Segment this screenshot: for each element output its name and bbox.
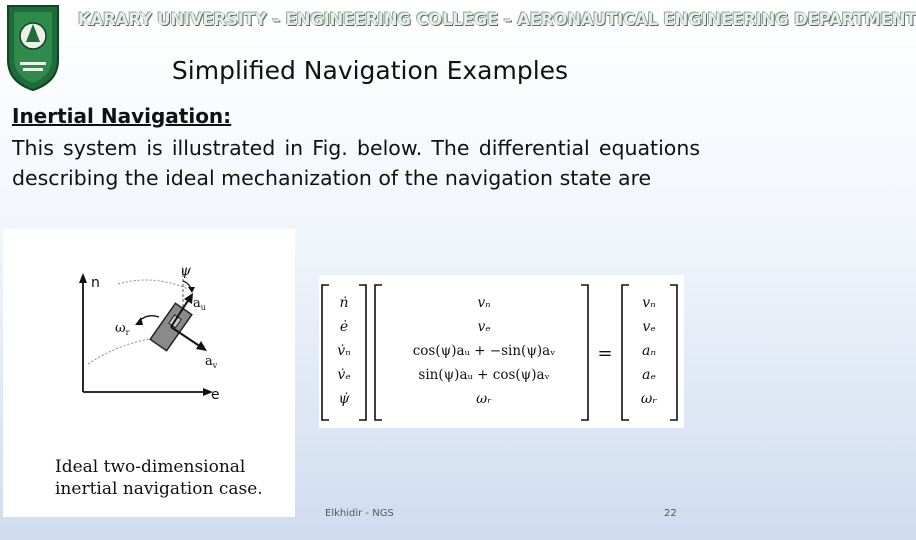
equals-sign: = bbox=[597, 343, 613, 364]
caption-line-2: inertial navigation case. bbox=[55, 479, 263, 499]
state-equation bbox=[319, 275, 684, 428]
body-paragraph: This system is illustrated in Fig. below. The differential equations describing the ideal mechanization of the navigation state are bbox=[12, 136, 700, 190]
university-crest-icon bbox=[4, 4, 62, 92]
psi-label: ψ bbox=[180, 263, 191, 279]
mid-2: vₑ bbox=[477, 319, 491, 335]
lhs-1: ṅ bbox=[339, 295, 349, 311]
slide-title: Simplified Navigation Examples bbox=[171, 56, 569, 85]
lhs-3: v̇ₙ bbox=[337, 343, 351, 359]
caption-line-1: Ideal two-dimensional bbox=[55, 457, 246, 477]
mid-3: cos(ψ)aᵤ + −sin(ψ)aᵥ bbox=[412, 343, 556, 359]
lhs-2: ė bbox=[339, 319, 349, 335]
mid-5: ωᵣ bbox=[476, 391, 492, 407]
axis-e-label: e bbox=[211, 387, 220, 403]
axis-n-label: n bbox=[91, 275, 100, 291]
rhs-5: ωᵣ bbox=[640, 391, 658, 407]
rhs-1: vₙ bbox=[642, 295, 656, 311]
av-label: $a_v$ bbox=[205, 354, 218, 370]
au-label: $a_u$ bbox=[193, 296, 206, 312]
footer-author: Elkhidir - NGS bbox=[325, 508, 394, 519]
mid-4: sin(ψ)aᵤ + cos(ψ)aᵥ bbox=[418, 367, 550, 383]
rhs-3: aₙ bbox=[641, 343, 657, 359]
page-number: 22 bbox=[664, 508, 677, 519]
mid-1: vₙ bbox=[477, 295, 491, 311]
rhs-4: aₑ bbox=[642, 367, 656, 383]
rhs-2: vₑ bbox=[642, 319, 656, 335]
omega-label: $\omega_r$ bbox=[115, 321, 130, 337]
header-banner: KARARY UNIVERSITY – ENGINEERING COLLEGE – AERONAUTICAL ENGINEERING DEPARTMENT bbox=[78, 10, 916, 29]
navigation-figure bbox=[3, 229, 295, 517]
section-heading: Inertial Navigation: bbox=[12, 104, 232, 128]
lhs-4: v̇ₑ bbox=[337, 367, 351, 383]
lhs-5: ψ̇ bbox=[338, 391, 350, 407]
figure-caption bbox=[55, 456, 263, 500]
